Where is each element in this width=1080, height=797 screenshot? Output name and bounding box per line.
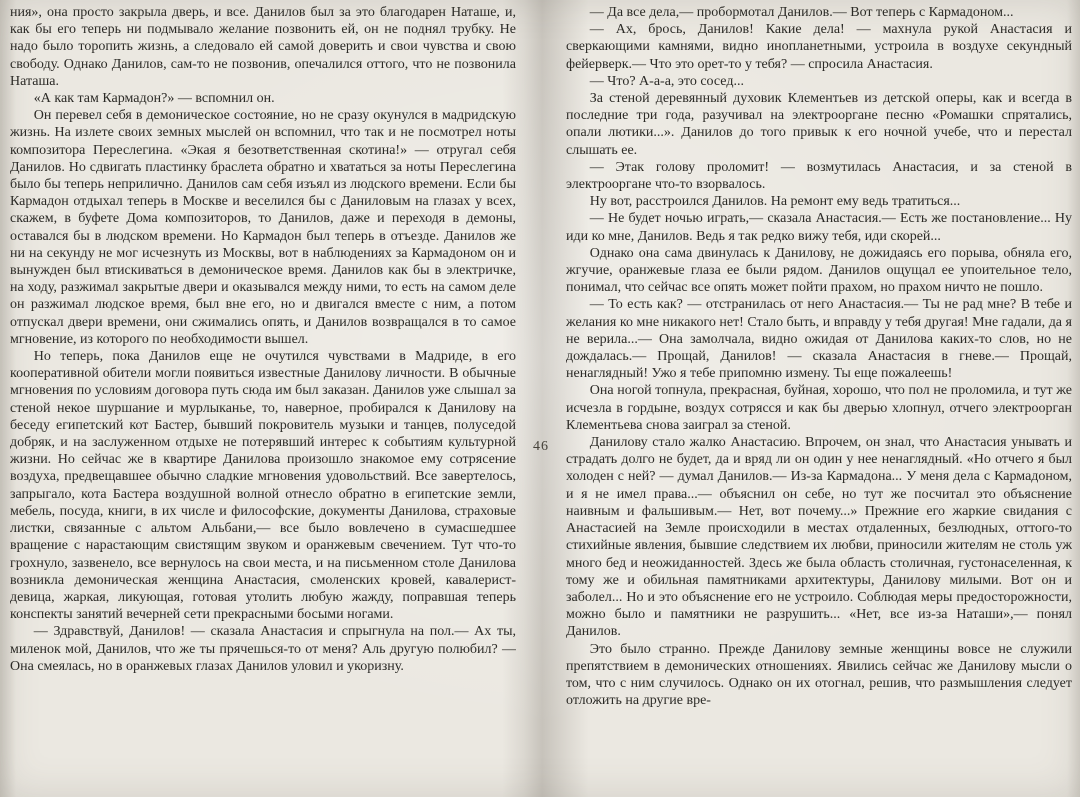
paragraph: — То есть как? — отстранилась от него Анастасия.— Ты не рад мне? В тебе и желания ко мне никакого нет! Стало быть, и вправду у тебя другая! Мне гадали, да я не верила...— Она замолчала, видно ожидая от Данилова каких-то слов, но не дождалась.— Прощай, Данилов! — сказала Анастасия в гневе.— Прощай, ненаглядный! Ужо я тебе припомню измену. Ты еще пожалеешь! — [566, 297, 1072, 382]
gutter-page-number: 46 — [533, 439, 549, 454]
paragraph: — Да все дела,— пробормотал Данилов.— Вот теперь с Кармадоном... — [589, 5, 1014, 20]
paragraph: Он перевел себя в демоническое состояние, но не сразу окунулся в мадридскую жизнь. На излете своих земных мыслей он вспомнил, что так и не посмотрел ноты композитора Переслегина. «Экая я безответственная скотина!» — отругал себя Данилов. Но сдвигать пластинку браслета обратно и хвататься за ноты Переслегина было бы теперь неприлично. Данилов сам себя изъял из людского времени. Если бы Кармадон отдыхал теперь в Москве и веселился бы с Даниловым на глазах у всех, скажем, в буфете Дома композиторов, то Данилов, даже и переходя в демоны, оставался бы в людском времени. Но Кармадон был теперь в отъезде. Данилов же ни на секунду не мог исчезнуть из Москвы, вот в наблюдениях за Кармадоном он и вынужден был втискиваться в демоническое время. Данилов как бы в электричке, на ходу, разжимал закрытые двери и оказывался между ними, то есть на самом деле он разжимал людское время, был вне его, но и двигался вместе с ним, а потом отпускал двери времени, они сжимались опять, и Данилов возвращался в то самое мгновение, из которого по необходимости вышел. — [10, 108, 516, 347]
paragraph: «А как там Кармадон?» — вспомнил он. — [33, 91, 275, 107]
paragraph: — Не будет ночью играть,— сказала Анастасия.— Есть же постановление... Ну иди ко мне, Данилов. Ведь я так редко вижу тебя, иди скорей... — [566, 211, 1072, 244]
right-page-text — [566, 4, 1072, 797]
left-page-text — [10, 4, 516, 797]
paragraph: Данилову стало жалко Анастасию. Впрочем, он знал, что Анастасия унывать и страдать долго не будет, да и вряд ли он один у нее ненаглядный. «Но отчего я был холоден с ней? — думал Данилов.— Из-за Кармадона... У меня дела с Кармадоном, и я не имел права...— объяснил он себе, но тут же посчитал это объяснение наивным и фальшивым.— Нет, вот почему...» Прежние его жаркие свидания с Анастасией на Земле происходили в местах отдаленных, безлюдных, оттого-то стихийные явления, бывшие следствием их любви, приносили жителям не столь уж много бед и неожиданностей. Здесь же была область столичная, густонаселенная, к тому же и обильная памятниками архитектуры, Данилову милыми. Вот он и заболел... Но и это объяснение его не устроило. Соблюдая меры предосторожности, можно было и памятники не разрушить... «Нет, все из-за Наташи»,— понял Данилов. — [566, 435, 1072, 640]
paragraph: — Ах, брось, Данилов! Какие дела! — махнула рукой Анастасия и сверкающими камнями, видно инопланетными, устроила в воздухе секундный фейерверк.— Что это орет-то у тебя? — спросила Анастасия. — [566, 22, 1072, 72]
paragraph: За стеной деревянный духовик Клементьев из детской оперы, как и всегда в последние три года, разучивал на электрооргане песню «Ромашки спрятались, опали лютики...». Данилов до того привык к его ночной учебе, что и перестал слышать ее. — [566, 91, 1072, 158]
paragraph: — Этак голову проломит! — возмутилась Анастасия, и за стеной в электрооргане что-то взорвалось. — [566, 159, 1072, 193]
paragraph: Это было странно. Прежде Данилову земные женщины вовсе не служили препятствием в демонических отношениях. Явились сейчас же Данилову мысли о том, что с ним случилось. Однако он их отогнал, решив, что размышления следует отложить на другие вре- — [566, 641, 1072, 709]
paragraph: ния», она просто закрыла дверь, и все. Данилов был за это благодарен Наташе, и, как бы его теперь ни подмывало желание позвонить ей, он не поднял трубку. Не надо было торопить жизнь, а следовало ей самой доверить и свои чувства и свою свободу. Однако Данилов, сам-то не позвонив, опечалился оттого, что не позвонила Наташа. — [10, 5, 516, 89]
paragraph: — Что? А-а-а, это сосед... — [589, 73, 744, 89]
paragraph: Ну вот, расстроился Данилов. На ремонт ему ведь тратиться... — [589, 194, 961, 210]
paragraph: Но теперь, пока Данилов еще не очутился чувствами в Мадриде, в его кооперативной обители могли появиться известные Данилову личности. В обычные мгновения по условиям договора путь сюда им был заказан. Данилов уже слышал за стеной некое шуршание и мурлыканье, то, наверное, пробирался к Данилову на беседу египетский кот Бастер, бывший покровитель музыки и танцев, полуседой добряк, и на заслуженном отдыхе не потерявший интерес к событиям культурной жизни. Но сейчас же в квартире Данилова произошло знакомое ему сотрясение воздуха, предвещавшее обычно сладкие мгновения удовольствий. Все завертелось, запрыгало, кота Бастера воздушной волной отнесло обратно в египетские земли, мебель, посуда, книги, в их числе и философские, документы Данилова, страховые листки, связанные с альтом Альбани,— все было вовлечено в сумасшедшее вращение с нарастающим свистящим звуком и оранжевым свечением. Тут что-то грохнуло, зазвенело, все вернулось на свои места, и на письменном столе Данилова возникла демоническая женщина Анастасия, смоленских кровей, кавалерист-девица, жаркая, ликующая, готовая утолить любую жажду, поправшая теперь конспекты занятий вечерней сети прекрасными босыми ногами. — [10, 349, 516, 623]
paragraph: Однако она сама двинулась к Данилову, не дожидаясь его порыва, обняла его, жгучие, оранжевые глаза ее были рядом. Данилов ощущал ее упоительное тело, понимал, что сейчас все опять может пойти прахом, но прахом ничто не пошло. — [566, 245, 1072, 296]
paragraph: Она ногой топнула, прекрасная, буйная, хорошо, что пол не проломила, и тут же исчезла в гордыне, воздух сотрясся и как бы дверью хлопнул, отчего электроорган Клементьева снова заиграл за стеной. — [566, 383, 1072, 433]
paragraph: — Здравствуй, Данилов! — сказала Анастасия и спрыгнула на пол.— Ах ты, миленок мой, Данилов, что же ты прячешься-то от меня? Аль другую полюбил? — Она смеялась, но в оранжевых глазах Данилов уловил и укоризну. — [10, 624, 516, 674]
